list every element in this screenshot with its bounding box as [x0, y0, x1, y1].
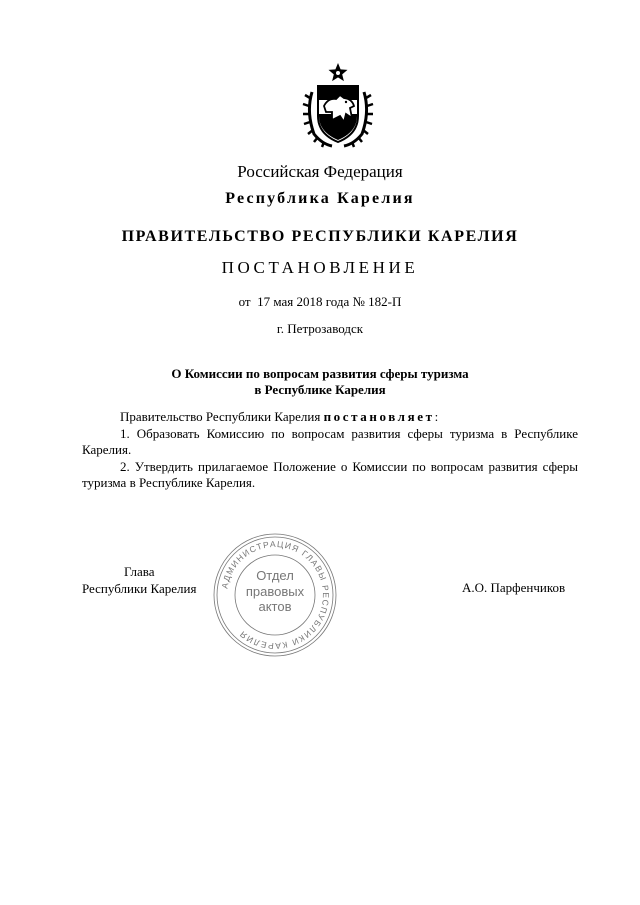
document-title-line1: О Комиссии по вопросам развития сферы туризма [171, 366, 469, 381]
stamp-center-line1: Отдел [256, 568, 294, 583]
document-date-number: от 17 мая 2018 года № 182-П [238, 294, 402, 309]
document-city: г. Петрозаводск [276, 321, 364, 336]
country-name: Российская Федерация [237, 162, 403, 181]
stamp-center-line2: правовых [245, 584, 305, 599]
stamp-center-line3: актов [258, 599, 292, 614]
intro-emphasis: постановляет [323, 409, 435, 424]
government-name: ПРАВИТЕЛЬСТВО РЕСПУБЛИКИ КАРЕЛИЯ [121, 228, 519, 245]
coat-of-arms-icon [302, 62, 374, 148]
stamp-ring-textpath: АДМИНИСТРАЦИЯ ГЛАВЫ РЕСПУБЛИКИ КАРЕЛИЯ [219, 538, 332, 652]
document-type: ПОСТАНОВЛЕНИЕ [221, 258, 419, 277]
body-intro [82, 409, 578, 426]
body-item-1: 1. Образовать Комиссию по вопросам развития сферы туризма в Республике Карелия. [82, 425, 578, 457]
document-title-line2: в Республике Карелия [254, 382, 386, 397]
region-name: Республика Карелия [225, 190, 415, 207]
signatory-name: А.О. Парфенчиков [462, 580, 566, 595]
intro-colon: : [434, 409, 439, 424]
document-title [0, 366, 640, 398]
intro-text: Правительство Республики Карелия [120, 409, 324, 424]
signature-position [82, 563, 196, 597]
signature-position-line2: Республики Карелия [82, 581, 197, 596]
signature-position-line1: Глава [124, 564, 155, 579]
document-body [82, 409, 578, 492]
stamp-seal [212, 532, 338, 658]
body-item-2: 2. Утвердить прилагаемое Положение о Комиссии по вопросам развития сферы туризма в Республике Карелия. [82, 458, 578, 490]
